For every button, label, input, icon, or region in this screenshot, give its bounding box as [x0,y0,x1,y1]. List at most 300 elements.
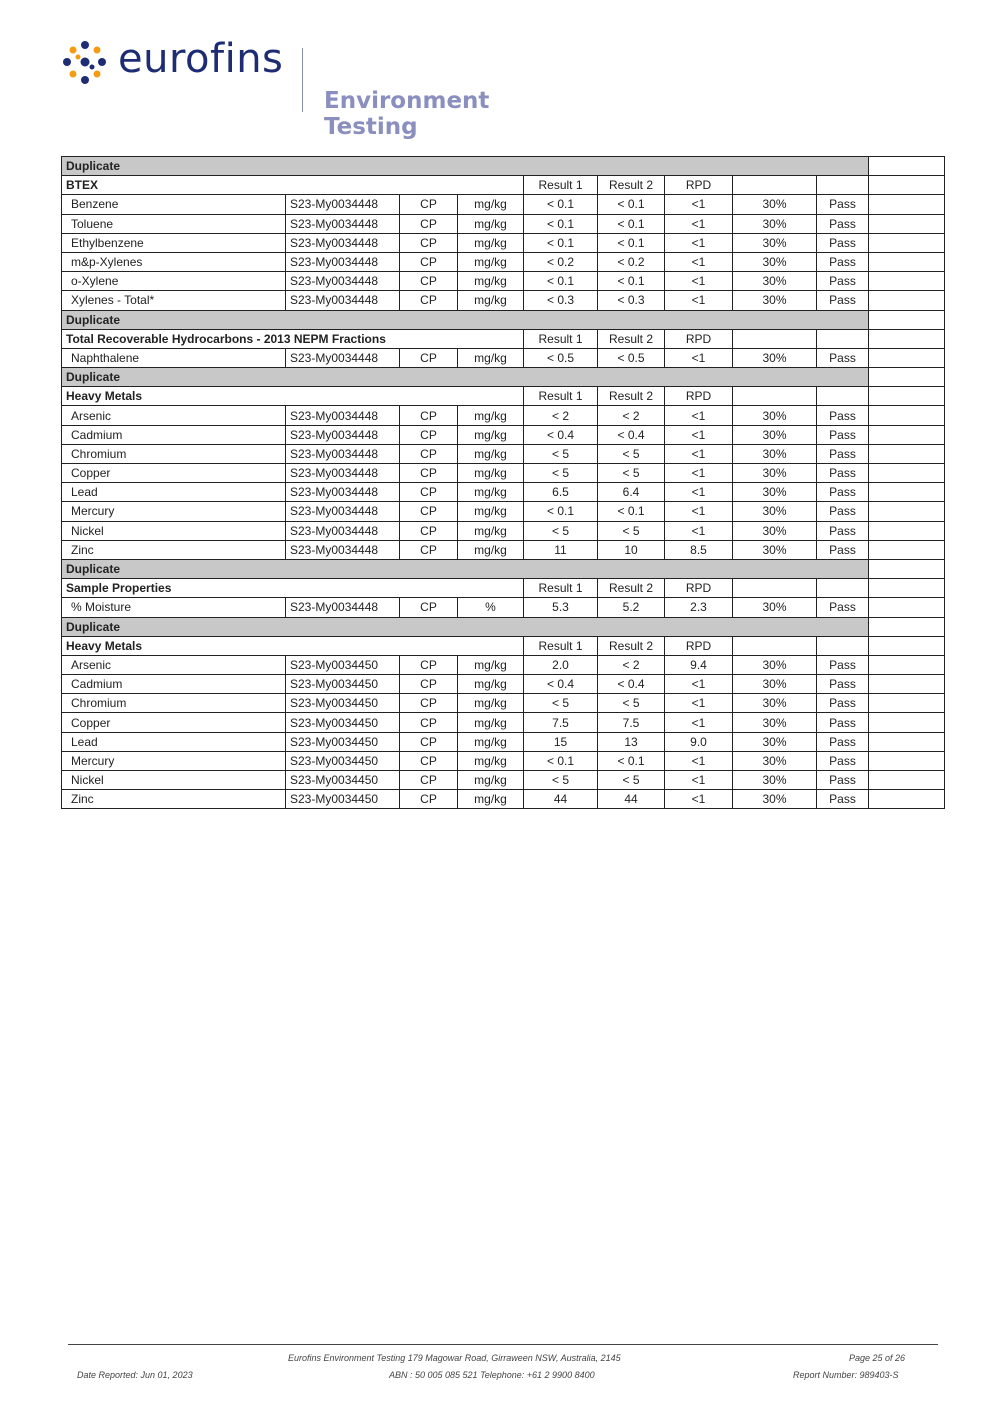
footer-report-number: Report Number: 989403-S [793,1370,899,1380]
lab-sample-id: S23-My0034448 [286,444,400,463]
empty-cell [869,598,945,617]
result-2: 13 [598,732,665,751]
result-2: < 5 [598,771,665,790]
empty-cell [869,636,945,655]
lab-sample-id: S23-My0034448 [286,233,400,252]
result-1: < 0.2 [524,252,598,271]
group-header-row [62,579,945,598]
pass-fail: Pass [817,675,869,694]
source: CP [400,713,458,732]
rpd-limit: 30% [733,483,817,502]
units: mg/kg [458,502,524,521]
rpd-limit: 30% [733,540,817,559]
source: CP [400,444,458,463]
table-row [62,502,945,521]
rpd-header: RPD [665,387,733,406]
empty-cell [869,751,945,770]
analyte-name: Zinc [62,790,286,809]
analyte-name: o-Xylene [62,272,286,291]
rpd-header: RPD [665,636,733,655]
group-label: Total Recoverable Hydrocarbons - 2013 NEPM Fractions [62,329,524,348]
result-2: < 0.1 [598,195,665,214]
source: CP [400,675,458,694]
empty-cell [733,387,817,406]
group-header-row [62,636,945,655]
source: CP [400,771,458,790]
source: CP [400,751,458,770]
lab-sample-id: S23-My0034450 [286,694,400,713]
rpd-limit: 30% [733,502,817,521]
table-row [62,291,945,310]
lab-sample-id: S23-My0034448 [286,291,400,310]
rpd: <1 [665,790,733,809]
result-1: 7.5 [524,713,598,732]
empty-cell [869,617,945,636]
brand-name: eurofins [118,36,284,82]
units: mg/kg [458,540,524,559]
analyte-name: Chromium [62,694,286,713]
rpd-limit: 30% [733,444,817,463]
result-2: < 5 [598,464,665,483]
analyte-name: m&p-Xylenes [62,252,286,271]
pass-fail: Pass [817,233,869,252]
rpd-limit: 30% [733,751,817,770]
units: mg/kg [458,406,524,425]
table-row [62,655,945,674]
result-1: < 2 [524,406,598,425]
units: mg/kg [458,195,524,214]
division-name: Environment Testing [324,88,490,140]
group-label: BTEX [62,176,524,195]
rpd-limit: 30% [733,521,817,540]
empty-cell [733,329,817,348]
result-1: < 0.1 [524,272,598,291]
table-row [62,694,945,713]
result-1: < 0.1 [524,502,598,521]
empty-cell [869,214,945,233]
analyte-name: Nickel [62,521,286,540]
result-2: < 0.2 [598,252,665,271]
empty-cell [869,272,945,291]
result-2: < 0.1 [598,751,665,770]
source: CP [400,233,458,252]
empty-cell [869,176,945,195]
pass-fail: Pass [817,444,869,463]
result-1-header: Result 1 [524,176,598,195]
source: CP [400,214,458,233]
duplicate-label: Duplicate [62,310,869,329]
result-2: 10 [598,540,665,559]
analyte-name: Copper [62,713,286,732]
rpd: <1 [665,214,733,233]
result-1: < 0.1 [524,233,598,252]
result-1: < 5 [524,694,598,713]
table-row [62,348,945,367]
result-1: < 0.1 [524,195,598,214]
source: CP [400,521,458,540]
table-row [62,252,945,271]
empty-cell [869,195,945,214]
pass-fail: Pass [817,195,869,214]
result-1: < 0.4 [524,425,598,444]
rpd-limit: 30% [733,425,817,444]
source: CP [400,252,458,271]
result-2: < 0.5 [598,348,665,367]
lab-sample-id: S23-My0034450 [286,751,400,770]
result-1: < 5 [524,444,598,463]
empty-cell [869,444,945,463]
table-row [62,464,945,483]
source: CP [400,502,458,521]
empty-cell [869,483,945,502]
pass-fail: Pass [817,464,869,483]
duplicate-label: Duplicate [62,559,869,578]
empty-cell [869,521,945,540]
source: CP [400,272,458,291]
lab-sample-id: S23-My0034450 [286,771,400,790]
pass-fail: Pass [817,655,869,674]
source: CP [400,540,458,559]
empty-cell [869,771,945,790]
result-2: 7.5 [598,713,665,732]
result-1-header: Result 1 [524,329,598,348]
lab-sample-id: S23-My0034448 [286,598,400,617]
result-2: < 0.1 [598,214,665,233]
empty-cell [869,233,945,252]
pass-fail: Pass [817,214,869,233]
rpd: <1 [665,502,733,521]
result-2-header: Result 2 [598,579,665,598]
table-row [62,214,945,233]
lab-sample-id: S23-My0034448 [286,195,400,214]
empty-cell [869,732,945,751]
analyte-name: Naphthalene [62,348,286,367]
empty-cell [817,636,869,655]
duplicate-header-row [62,617,945,636]
empty-cell [869,675,945,694]
lab-sample-id: S23-My0034448 [286,252,400,271]
rpd: <1 [665,483,733,502]
result-1: < 0.5 [524,348,598,367]
empty-cell [869,694,945,713]
table-row [62,790,945,809]
lab-sample-id: S23-My0034450 [286,713,400,732]
footer-page-number: Page 25 of 26 [849,1353,906,1363]
result-1: 6.5 [524,483,598,502]
analyte-name: Xylenes - Total* [62,291,286,310]
units: mg/kg [458,214,524,233]
rpd: <1 [665,675,733,694]
analyte-name: Cadmium [62,425,286,444]
analyte-name: Ethylbenzene [62,233,286,252]
analyte-name: Lead [62,483,286,502]
rpd: <1 [665,195,733,214]
rpd-limit: 30% [733,272,817,291]
result-1: < 5 [524,771,598,790]
empty-cell [733,636,817,655]
empty-cell [869,348,945,367]
duplicate-header-row [62,310,945,329]
table-row [62,521,945,540]
source: CP [400,598,458,617]
empty-cell [869,291,945,310]
analyte-name: Mercury [62,751,286,770]
group-header-row [62,176,945,195]
rpd: <1 [665,521,733,540]
analyte-name: Arsenic [62,406,286,425]
analyte-name: Benzene [62,195,286,214]
table-row [62,713,945,732]
pass-fail: Pass [817,751,869,770]
units: mg/kg [458,272,524,291]
table-row [62,425,945,444]
result-2: < 0.1 [598,233,665,252]
result-2: < 0.1 [598,272,665,291]
rpd: <1 [665,348,733,367]
result-2: < 0.4 [598,425,665,444]
lab-sample-id: S23-My0034450 [286,732,400,751]
result-1: < 5 [524,521,598,540]
lab-sample-id: S23-My0034448 [286,502,400,521]
result-2-header: Result 2 [598,176,665,195]
empty-cell [817,329,869,348]
result-1: < 0.4 [524,675,598,694]
rpd: <1 [665,272,733,291]
rpd-limit: 30% [733,655,817,674]
rpd: 9.4 [665,655,733,674]
empty-cell [869,464,945,483]
rpd: <1 [665,771,733,790]
result-2: < 5 [598,694,665,713]
units: % [458,598,524,617]
pass-fail: Pass [817,348,869,367]
duplicate-results-table [61,156,945,809]
empty-cell [869,387,945,406]
empty-cell [869,425,945,444]
pass-fail: Pass [817,713,869,732]
result-1: 44 [524,790,598,809]
duplicate-label: Duplicate [62,368,869,387]
rpd: <1 [665,444,733,463]
rpd-limit: 30% [733,214,817,233]
lab-sample-id: S23-My0034448 [286,483,400,502]
empty-cell [869,790,945,809]
pass-fail: Pass [817,732,869,751]
source: CP [400,483,458,502]
lab-sample-id: S23-My0034450 [286,790,400,809]
result-1-header: Result 1 [524,579,598,598]
result-2: 5.2 [598,598,665,617]
units: mg/kg [458,521,524,540]
lab-sample-id: S23-My0034450 [286,655,400,674]
analyte-name: Mercury [62,502,286,521]
lab-sample-id: S23-My0034448 [286,464,400,483]
result-2-header: Result 2 [598,387,665,406]
group-label: Heavy Metals [62,636,524,655]
analyte-name: Zinc [62,540,286,559]
rpd-limit: 30% [733,771,817,790]
rpd: <1 [665,252,733,271]
result-2: < 0.1 [598,502,665,521]
source: CP [400,291,458,310]
result-1-header: Result 1 [524,387,598,406]
result-1: 2.0 [524,655,598,674]
lab-sample-id: S23-My0034448 [286,425,400,444]
rpd: <1 [665,233,733,252]
empty-cell [869,655,945,674]
table-row [62,751,945,770]
result-1-header: Result 1 [524,636,598,655]
lab-sample-id: S23-My0034448 [286,214,400,233]
rpd-limit: 30% [733,790,817,809]
source: CP [400,348,458,367]
rpd: <1 [665,425,733,444]
rpd-limit: 30% [733,694,817,713]
units: mg/kg [458,790,524,809]
rpd-header: RPD [665,579,733,598]
rpd: <1 [665,464,733,483]
duplicate-header-row [62,368,945,387]
result-1: 11 [524,540,598,559]
empty-cell [869,252,945,271]
lab-sample-id: S23-My0034448 [286,272,400,291]
group-label: Sample Properties [62,579,524,598]
result-2-header: Result 2 [598,636,665,655]
source: CP [400,195,458,214]
empty-cell [869,559,945,578]
pass-fail: Pass [817,598,869,617]
units: mg/kg [458,444,524,463]
pass-fail: Pass [817,521,869,540]
units: mg/kg [458,732,524,751]
units: mg/kg [458,348,524,367]
source: CP [400,732,458,751]
pass-fail: Pass [817,502,869,521]
rpd-limit: 30% [733,291,817,310]
result-2: < 2 [598,655,665,674]
duplicate-header-row [62,559,945,578]
table-row [62,444,945,463]
pass-fail: Pass [817,771,869,790]
pass-fail: Pass [817,425,869,444]
pass-fail: Pass [817,483,869,502]
source: CP [400,406,458,425]
group-header-row [62,387,945,406]
lab-sample-id: S23-My0034448 [286,540,400,559]
rpd-limit: 30% [733,713,817,732]
duplicate-label: Duplicate [62,157,869,176]
empty-cell [733,176,817,195]
result-1: < 5 [524,464,598,483]
source: CP [400,790,458,809]
duplicate-header-row [62,157,945,176]
pass-fail: Pass [817,252,869,271]
eurofins-dots-icon [62,40,108,86]
units: mg/kg [458,694,524,713]
analyte-name: Cadmium [62,675,286,694]
units: mg/kg [458,655,524,674]
rpd-limit: 30% [733,406,817,425]
rpd-header: RPD [665,329,733,348]
table-row [62,675,945,694]
table-row [62,598,945,617]
result-2: < 5 [598,521,665,540]
table-row [62,540,945,559]
rpd: <1 [665,694,733,713]
result-1: 15 [524,732,598,751]
rpd: 9.0 [665,732,733,751]
units: mg/kg [458,464,524,483]
result-1: < 0.1 [524,214,598,233]
rpd-header: RPD [665,176,733,195]
rpd: <1 [665,713,733,732]
rpd: 8.5 [665,540,733,559]
table-row [62,195,945,214]
result-2: < 5 [598,444,665,463]
result-2: < 0.3 [598,291,665,310]
lab-sample-id: S23-My0034448 [286,406,400,425]
analyte-name: Toluene [62,214,286,233]
rpd-limit: 30% [733,233,817,252]
result-2: 6.4 [598,483,665,502]
footer-address: Eurofins Environment Testing 179 Magowar Road, Girraween NSW, Australia, 2145 [288,1353,621,1363]
rpd: <1 [665,406,733,425]
units: mg/kg [458,713,524,732]
empty-cell [733,579,817,598]
duplicate-label: Duplicate [62,617,869,636]
units: mg/kg [458,425,524,444]
empty-cell [869,157,945,176]
empty-cell [817,387,869,406]
rpd: <1 [665,291,733,310]
empty-cell [869,540,945,559]
empty-cell [869,368,945,387]
empty-cell [869,502,945,521]
rpd-limit: 30% [733,464,817,483]
group-header-row [62,329,945,348]
result-2: 44 [598,790,665,809]
empty-cell [869,329,945,348]
empty-cell [817,579,869,598]
lab-sample-id: S23-My0034448 [286,521,400,540]
pass-fail: Pass [817,406,869,425]
units: mg/kg [458,291,524,310]
analyte-name: % Moisture [62,598,286,617]
rpd: 2.3 [665,598,733,617]
units: mg/kg [458,771,524,790]
rpd-limit: 30% [733,195,817,214]
table-row [62,272,945,291]
units: mg/kg [458,252,524,271]
eurofins-logo [62,36,582,140]
units: mg/kg [458,751,524,770]
lab-sample-id: S23-My0034450 [286,675,400,694]
empty-cell [869,579,945,598]
pass-fail: Pass [817,272,869,291]
result-2-header: Result 2 [598,329,665,348]
table-row [62,771,945,790]
analyte-name: Nickel [62,771,286,790]
pass-fail: Pass [817,694,869,713]
source: CP [400,464,458,483]
rpd-limit: 30% [733,598,817,617]
result-2: < 0.4 [598,675,665,694]
pass-fail: Pass [817,540,869,559]
logo-divider [302,48,303,112]
units: mg/kg [458,483,524,502]
table-row [62,406,945,425]
source: CP [400,425,458,444]
